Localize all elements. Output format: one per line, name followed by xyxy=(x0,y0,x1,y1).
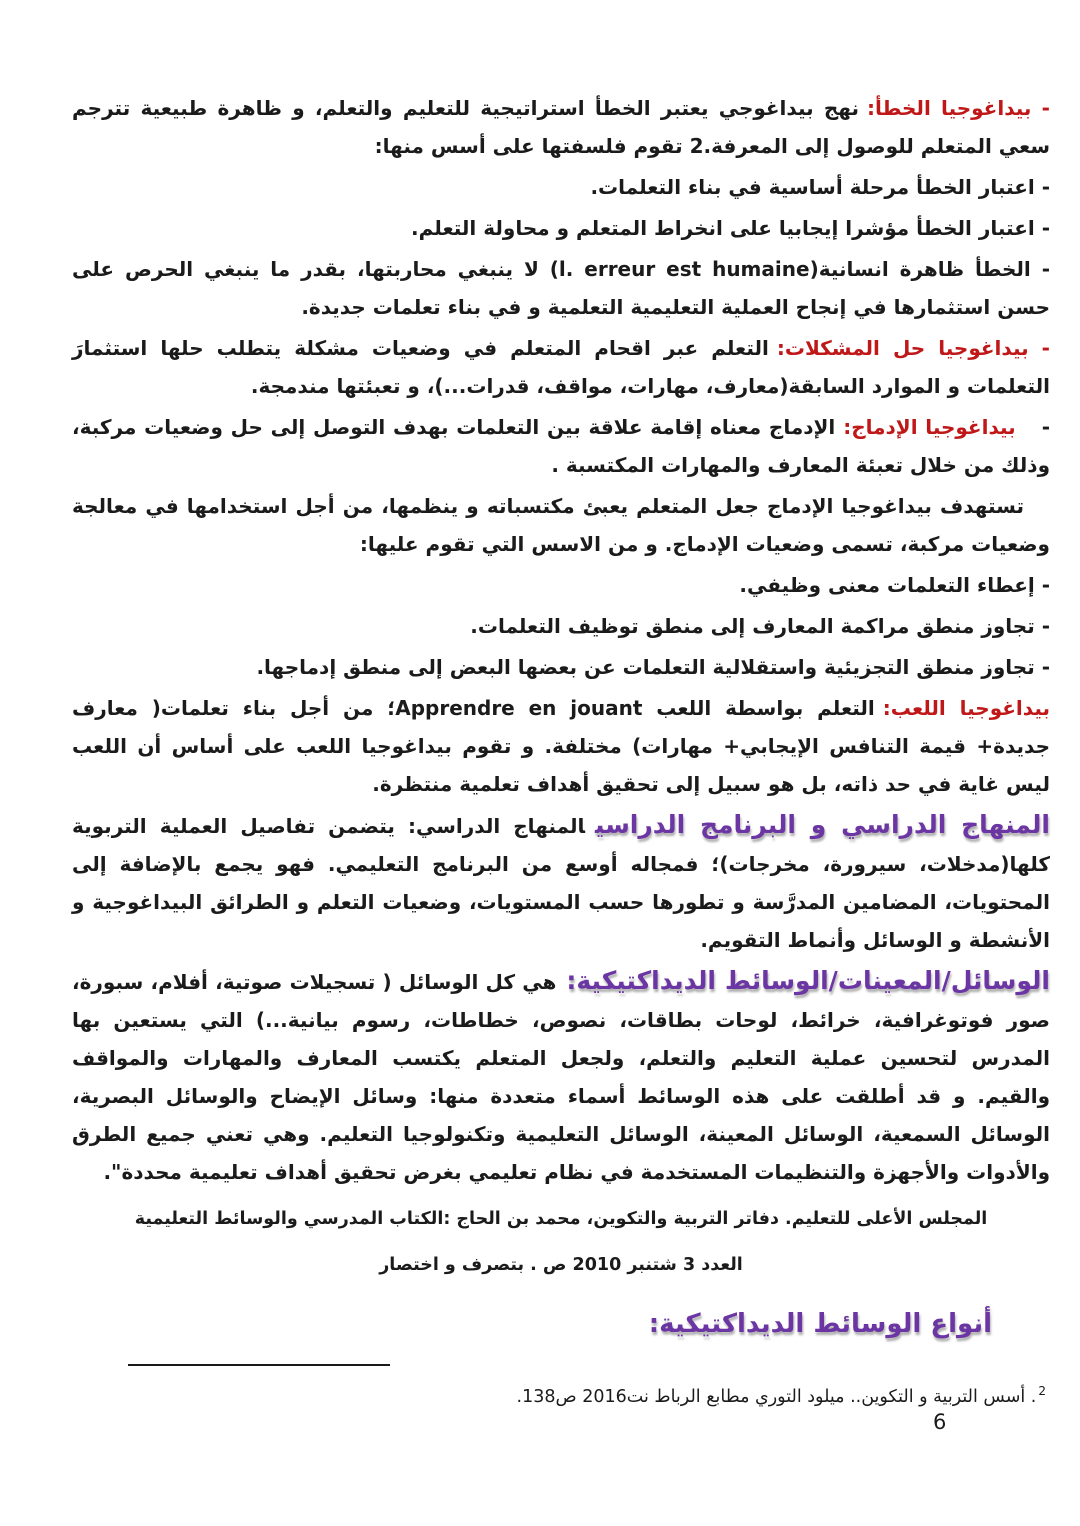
paragraph-play-pedagogy xyxy=(72,689,1050,803)
citation-issue-line: العدد 3 شتنبر 2010 ص . بتصرف و اختصار xyxy=(379,1255,743,1275)
bullet-error-basic-stage: - اعتبار الخطأ مرحلة أساسية في بناء التعلمات. xyxy=(590,175,1050,199)
heading-curriculum-program: المنهاج الدراسي و البرنامج الدراسي xyxy=(595,810,1050,839)
heading-didactic-media: الوسائل/المعينات/الوسائط الديداكتيكية: xyxy=(566,966,1050,995)
paragraph-didactic-media xyxy=(72,962,1050,1191)
paragraph-curriculum-program xyxy=(72,806,1050,959)
footnote xyxy=(72,1376,1046,1412)
paragraph-error-human-phenomenon: - الخطأ ظاهرة انسانية(l. erreur est humaine) لا ينبغي محاربتها، بقدر ما ينبغي الحرص على حسن استثمارها في إنجاح العملية التعليمية التعلمية و في بناء تعلمات جديدة. xyxy=(72,257,1051,319)
paragraph-integration-text: الإدماج معناه إقامة علاقة بين التعلمات بهدف التوصل إلى حل وضعيات مركبة، وذلك من خلال تعبئة المعارف والمهارات المكتسبة . xyxy=(72,415,1050,477)
heading-play-pedagogy: بيداغوجيا اللعب: xyxy=(882,696,1050,720)
heading-problem-solving-pedagogy: - بيداغوجيا حل المشكلات: xyxy=(776,336,1050,360)
paragraph-error-pedagogy-text: نهج بيداغوجي يعتبر الخطأ استراتيجية للتعليم والتعلم، و ظاهرة طبيعية تترجم سعي المتعلم للوصول إلى المعرفة.2 تقوم فلسفتها على أسس منها: xyxy=(72,96,1050,158)
paragraph-problem-solving-pedagogy xyxy=(72,329,1050,405)
dash-marker: - xyxy=(1041,415,1050,439)
paragraph-integration-pedagogy xyxy=(72,408,1050,484)
footnote-separator xyxy=(128,1364,390,1366)
page-number: 6 xyxy=(933,1410,947,1434)
bullet-error-positive-indicator: - اعتبار الخطأ مؤشرا إيجابيا على انخراط المتعلم و محاولة التعلم. xyxy=(411,216,1050,240)
heading-integration-pedagogy: بيداغوجيا الإدماج: xyxy=(843,415,1016,439)
footnote-text: . أسس التربية و التكوين.. ميلود التوري مطابع الرباط نت2016 ص138. xyxy=(516,1386,1037,1407)
paragraph-problem-solving-text: التعلم عبر اقحام المتعلم في وضعيات مشكلة يتطلب حلها استثمارَ التعلمات و الموارد السابقة(معارف، مهارات، مواقف، قدرات...)، و تعبئتها مندمجة. xyxy=(72,336,1050,398)
heading-error-pedagogy: - بيداغوجيا الخطأ: xyxy=(867,96,1050,120)
bullet-beyond-fragmentation: - تجاوز منطق التجزيئية واستقلالية التعلمات عن بعضها البعض إلى منطق إدماجها. xyxy=(256,655,1050,679)
footnote-marker: 2 xyxy=(1038,1384,1046,1398)
bullet-functional-meaning: - إعطاء التعلمات معنى وظيفي. xyxy=(739,573,1050,597)
paragraph-play-pedagogy-text: التعلم بواسطة اللعب Apprendre en jouant؛ من أجل بناء تعلمات( معارف جديدة+ قيمة التنافس الإيجابي+ مهارات) مختلفة. و تقوم بيداغوجيا اللعب على أساس أن اللعب ليس غاية في حد ذاته، بل هو سبيل إلى تحقيق أهداف تعلمية منتظرة. xyxy=(72,696,1050,796)
bullet-beyond-accumulation: - تجاوز منطق مراكمة المعارف إلى منطق توظيف التعلمات. xyxy=(470,614,1050,638)
paragraph-integration-goal: تستهدف بيداغوجيا الإدماج جعل المتعلم يعبئ مكتسباته و ينظمها، من أجل استخدامها في معالجة وضعيات مركبة، تسمى وضعيات الإدماج. و من الاسس التي تقوم عليها: xyxy=(72,494,1050,556)
heading-didactic-media-types: أنواع الوسائط الديداكتيكية: xyxy=(648,1309,992,1339)
citation-source-line: المجلس الأعلى للتعليم. دفاتر التربية والتكوين، محمد بن الحاج :الكتاب المدرسي والوسائط التعليمية xyxy=(134,1209,988,1229)
paragraph-curriculum-program-text: المنهاج الدراسي: يتضمن تفاصيل العملية التربوية كلها(مدخلات، سيرورة، مخرجات)؛ فمجاله أوسع من البرنامج التعليمي. فهو يجمع بالإضافة إلى المحتويات، المضامين المدرَّسة و تطورها حسب المستويات، وضعيات التعلم و الطرائق البيداغوجية و الأنشطة و الوسائل وأنماط التقويم. xyxy=(72,814,1050,952)
paragraph-didactic-media-text: هي كل الوسائل ( تسجيلات صوتية، أفلام، سبورة، صور فوتوغرافية، خرائط، لوحات بطاقات، نصوص، خطاطات، رسوم بيانية...) التي يستعين بها المدرس لتحسين عملية التعليم والتعلم، ولجعل المتعلم يكتسب المعارف والمهارات والمواقف والقيم. و قد أطلقت على هذه الوسائط أسماء متعددة منها: وسائل الإيضاح والوسائل البصرية، الوسائل السمعية، الوسائل المعينة، الوسائل التعليمية وتكنولوجيا التعليم. وهي تعني جميع الطرق والأدوات والأجهزة والتنظيمات المستخدمة في نظام تعليمي بغرض تحقيق أهداف تعليمية محددة". xyxy=(72,970,1050,1184)
paragraph-error-pedagogy xyxy=(72,89,1050,165)
